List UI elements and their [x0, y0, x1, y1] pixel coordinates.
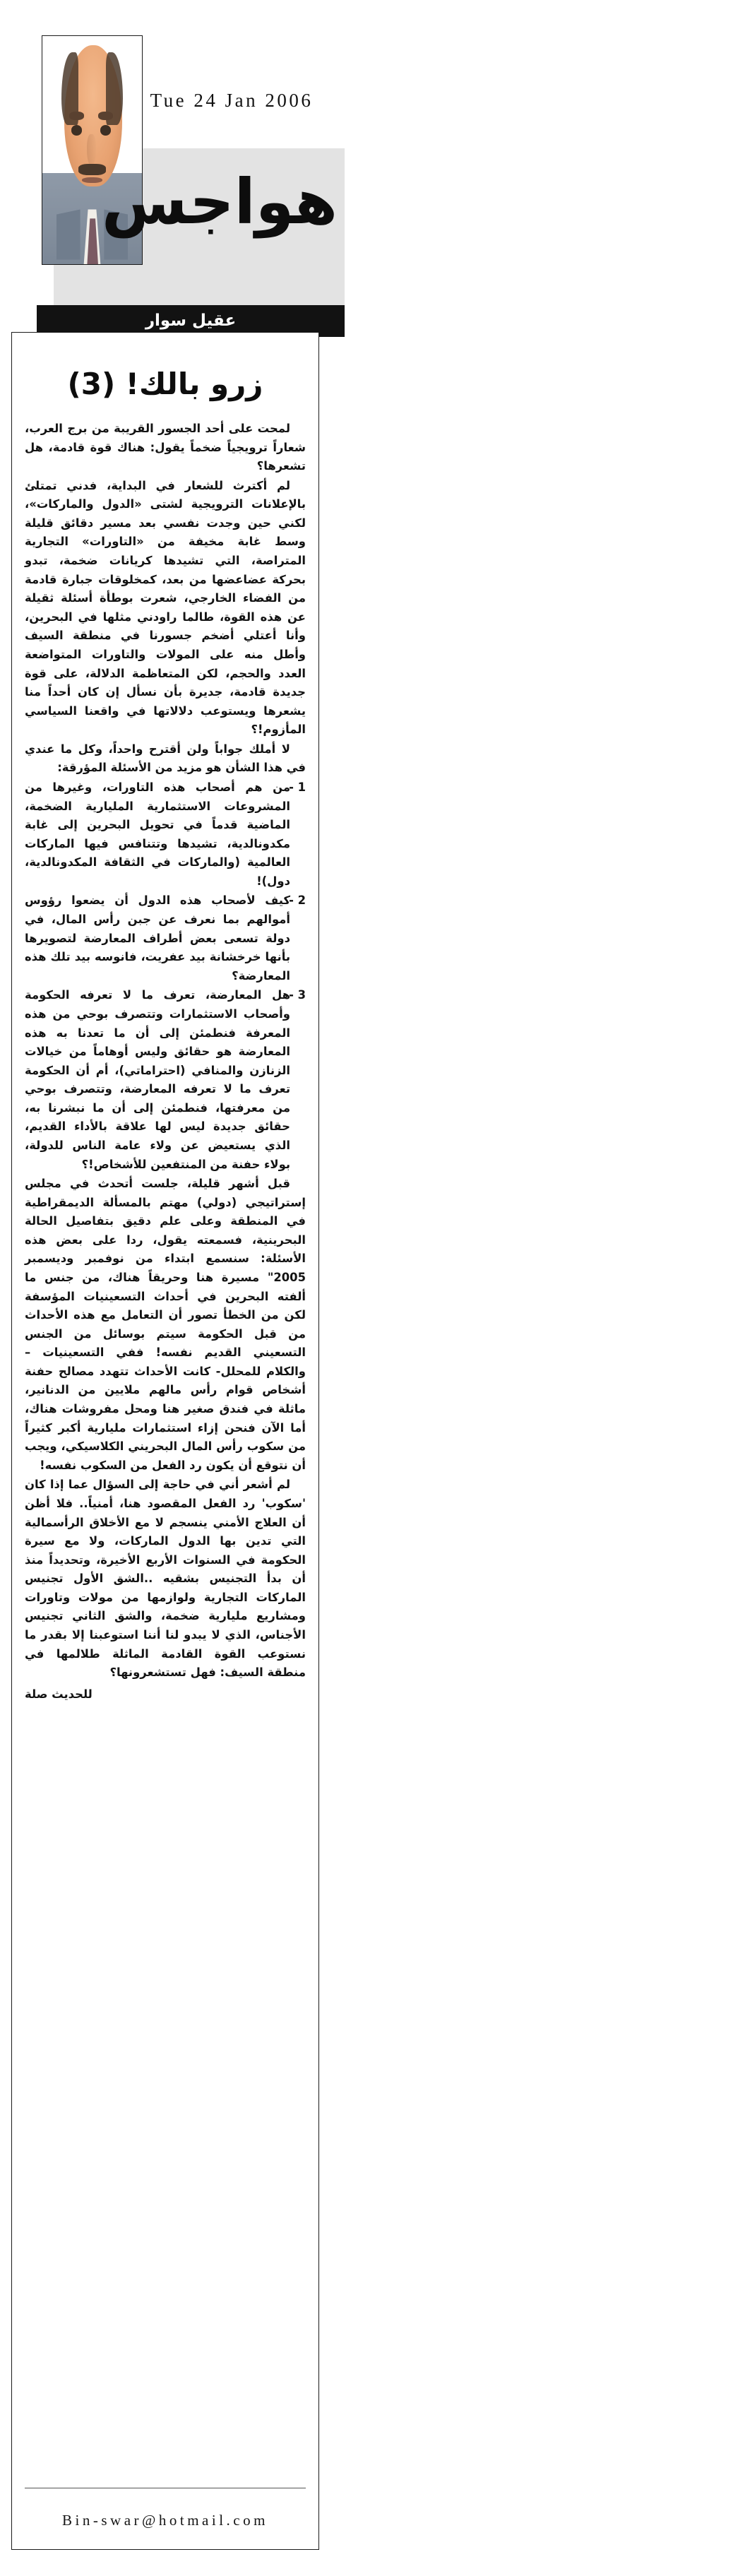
list-item-number: 3 - — [289, 988, 306, 1002]
list-item-text: هل المعارضة، تعرف ما لا تعرفه الحكومة وأصحاب الاستثمارات وتتصرف بوحي من هذه المعرفة فنطمئن إلى أن ما تعدنا به هذه المعارضة هو حقائق وليس أوهاماً من خيالات الزنازن والمنافي (احتراماتي)، أم أن الحكومة تعرف ما لا تعرفه المعارضة، وتتصرف بوحي من معرفتها، فنطمئن إلى أن ما نبشرنا به، حقائق جديدة ليس لها علاقة بالأداء القديم، الذي يستعيض عن ولاء عامة الناس للدولة، بولاء حفنة من المنتفعين للأشخاص!؟ — [25, 988, 290, 1171]
article-paragraph: لم أشعر أني في حاجة إلى السؤال عما إذا كان 'سكوب' رد الفعل المقصود هنا، أمنياً.. فلا أظن أن العلاج الأمني ينسجم لا مع الأخلاق الرأسمالية التي تدين بها الدول الماركات، ولا مع سيرة الحكومة في السنوات الأربع الأخيرة، وتحديداً منذ أن بدأ التجنيس بشقيه ..الشق الأول تجنيس الماركات التجارية ولوازمها من مولات وتاورات ومشاريع مليارية ضخمة، والشق الثاني تجنيس الأجناس، الذي لا يبدو لنا أننا استوعبنا إلا بقدر ما نستوعب القوة القادمة الماثلة طلالمها في منطقة السيف: فهل تستشعرونها؟ — [25, 1478, 306, 1680]
author-email[interactable]: Bin-swar@hotmail.com — [62, 2512, 268, 2529]
article-title: زرو بالك! (3) — [67, 367, 263, 401]
portrait-eyebrow-left — [69, 112, 84, 121]
article-paragraph: لم أكترث للشعار في البداية، فدني تمتلئ بالإعلانات الترويجية لشتى «الدول والماركات»، لكني حين وجدت نفسي بعد مسير دقائق قليلة وسط غابة مخيفة من «التاورات» التجارية المتراصة، التي تشيدها كريانات ضخمة، تبدو بحركة عضاعضها من بعد، كمخلوقات جبارة قادمة من الفضاء الخارجي، شعرت بوطأة أسئلة ثقيلة عن هذه القوة، طالما راودني مثلها في البحرين، وأنا أعتلي أضخم جسورنا في منطقة السيف وأطل منه على المولات والتاورات المتواضعة العدد والحجم، لكن المتعاظمة الدلالة، على قوة جديدة قادمة، جديرة بأن نسأل إن كان أحداً منا يشعرها ويستوعب دلالاتها في واقعنا السياسي المأزوم!؟ — [25, 478, 306, 737]
article-paragraph: لا أملك جواباً ولن أقترح واحداً، وكل ما عندي في هذا الشأن هو مزيد من الأسئلة المؤرقة: — [25, 742, 306, 775]
article-body — [25, 420, 306, 1704]
issue-date: Tue 24 Jan 2006 — [150, 90, 314, 111]
list-item — [25, 986, 306, 1174]
column-logo-title: هواجس — [101, 165, 338, 238]
list-item — [25, 891, 306, 985]
portrait-eye-right — [100, 125, 112, 136]
list-item-number: 2 - — [289, 894, 306, 908]
list-item — [25, 778, 306, 891]
portrait-eye-left — [71, 125, 83, 136]
portrait-mouth — [82, 177, 102, 183]
portrait-eyebrow-right — [98, 112, 113, 121]
author-name: عقيل سوار — [145, 311, 237, 330]
numbered-questions-list — [25, 778, 306, 1174]
article-paragraph: لمحت على أحد الجسور القريبة من برج العرب، شعاراً ترويجياً ضخماً يقول: هناك قوة قادمة، هل تشعرها؟ — [25, 422, 306, 473]
article-container — [11, 332, 319, 2550]
column-masthead — [27, 21, 338, 330]
article-paragraph: قبل أشهر قليلة، جلست أتحدث في مجلس إستراتيجي (دولي) مهتم بالمسألة الديمقراطية في المنطقة وعلى علم دقيق بتفاصيل الحالة البحرينية، فسمعته يقول، ردا على بعض هذه الأسئلة: سنسمع ابتداء من نوفمبر وديسمبر 2005" مسيرة هنا وحريقاً هناك، من جنس ما ألفته البحرين في أحداث التسعينيات المؤسفة لكن من الخطأ تصور أن التعامل مع هذه الأحداث من قبل الحكومة سيتم بوسائل من الجنس التسعيني القديم نفسه! ففي التسعينيات – والكلام للمحلل- كانت الأحداث تتهدد مصالح حفنة أشخاص قوام رأس مالهم ملايين من الدنانير، ماثلة في فندق صغير هنا ومحل مفروشات هناك، أما الآن فنحن إزاء استثمارات مليارية أكبر كثيراً من سكوب رأس المال البحريني الكلاسيكي، ويجب أن نتوقع أن يكون رد الفعل من السكوب نفسه! — [25, 1177, 306, 1472]
list-item-text: من هم أصحاب هذه التاورات، وغيرها من المشروعات الاستثمارية المليارية الضخمة، الماضية قدماً في تحويل البحرين إلى غابة مكدونالدية، تشيدها وتتنافس فيها الماركات العالمية (والماركات في الثقافة المكدونالدية، دول)! — [25, 780, 290, 888]
list-item-text: كيف لأصحاب هذه الدول أن يضعوا رؤوس أموالهم بما نعرف عن جبن رأس المال، في دولة تسعى بعض أطراف المعارضة لتصويرها بأنها خرخشانة بيد عفريت، فانوسه بيد تلك هذه المعارضة؟ — [25, 894, 290, 983]
article-signoff: للحديث صلة — [25, 1687, 93, 1701]
list-item-number: 1 - — [289, 780, 306, 794]
portrait-suit-left — [56, 209, 81, 259]
